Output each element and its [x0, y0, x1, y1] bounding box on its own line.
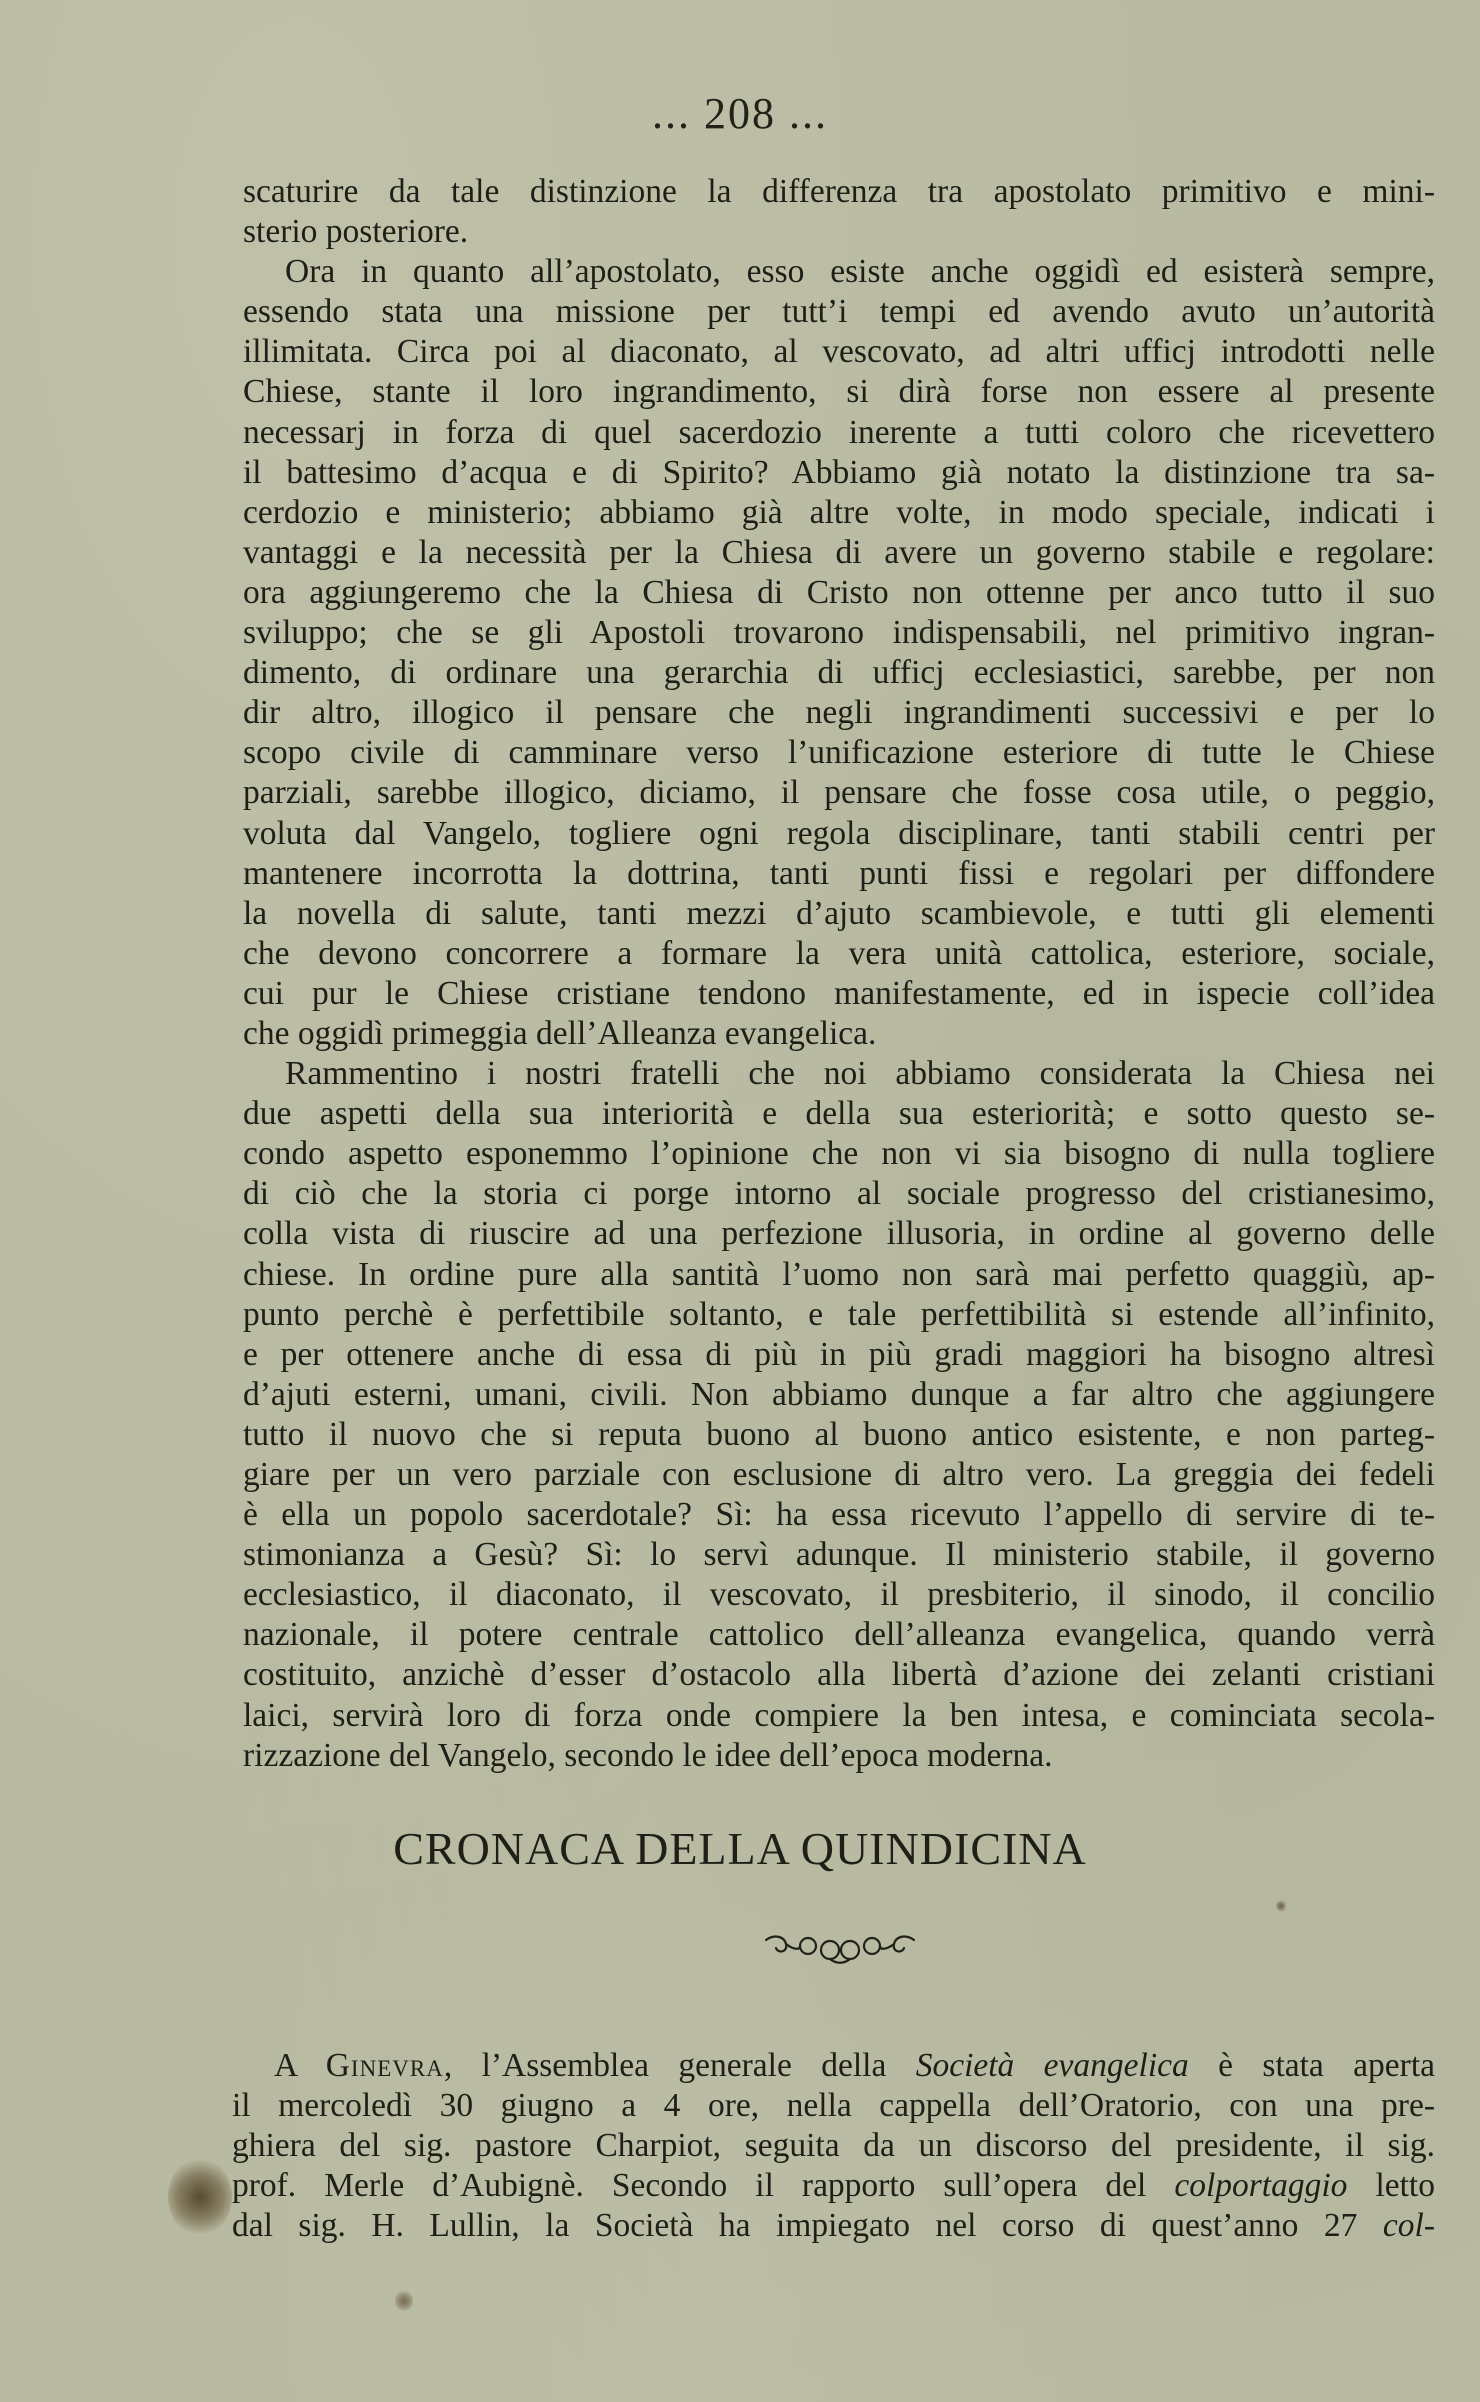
text-line: giare per un vero parziale con esclusione di altro vero. La greggia dei fedeli: [243, 1456, 1435, 1493]
section-title: CRONACA DELLA QUINDICINA: [393, 1823, 1087, 1874]
text-line: il battesimo d’acqua e di Spirito? Abbiamo già notato la distinzione tra sa-: [243, 453, 1435, 491]
text-line: dir altro, illogico il pensare che negli ingrandimenti successivi e per lo: [243, 694, 1435, 732]
ornament-loop: [821, 1941, 839, 1959]
paragraph-start-line: Rammentino i nostri fratelli che noi abbiamo considerata la Chiesa nei: [285, 1055, 1435, 1093]
text-run: è stata aperta: [1188, 2047, 1435, 2084]
ornament-scroll-left: [766, 1937, 786, 1952]
page-number: ... 208 ...: [652, 89, 828, 138]
text-run: prof. Merle d’Aubignè. Secondo il rapporto sull’opera del: [232, 2167, 1175, 2205]
text-line: colla vista di riuscire ad una perfezione illusoria, in ordine al governo delle: [243, 1215, 1435, 1253]
paragraph-start-line: [232, 2046, 1435, 2086]
text-run: A: [274, 2047, 326, 2084]
text-line: cerdozio e ministerio; abbiamo già altre volte, in modo speciale, indicati i: [243, 493, 1435, 531]
text-line: mantenere incorrotta la dottrina, tanti punti fissi e regolari per diffondere: [243, 854, 1435, 892]
text-run: dal sig. H. Lullin, la Società ha impiegato nel corso di quest’anno 27: [232, 2207, 1383, 2245]
text-line: condo aspetto esponemmo l’opinione che non vi sia bisogno di nulla togliere: [243, 1135, 1435, 1173]
text-line: costituito, anzichè d’esser d’ostacolo alla libertà d’azione dei zelanti cristiani: [243, 1656, 1435, 1694]
body-text: [243, 172, 1435, 1776]
text-line: che devono concorrere a formare la vera unità cattolica, esteriore, sociale,: [243, 934, 1435, 972]
ornament-icon: [760, 1930, 920, 1966]
text-line: vantaggi e la necessità per la Chiesa di avere un governo stabile e regolare:: [243, 533, 1435, 571]
text-line: ghiera del sig. pastore Charpiot, seguita da un discorso del presidente, il sig.: [232, 2127, 1435, 2165]
text-line: due aspetti della sua interiorità e della sua esteriorità; e sotto questo se-: [243, 1095, 1435, 1133]
text-line: necessarj in forza di quel sacerdozio inerente a tutti coloro che ricevettero: [243, 413, 1435, 451]
place-name: Ginevra: [325, 2047, 444, 2084]
text-line: dimento, di ordinare una gerarchia di ufficj ecclesiastici, sarebbe, per non: [243, 654, 1435, 692]
text-line: che oggidì primeggia dell’Alleanza evangelica.: [243, 1014, 877, 1052]
text-line: il mercoledì 30 giugno a 4 ore, nella cappella dell’Oratorio, con una pre-: [232, 2087, 1435, 2125]
text-line: la novella di salute, tanti mezzi d’ajuto scambievole, e tutti gli elementi: [243, 894, 1435, 932]
text-line: parziali, sarebbe illogico, diciamo, il pensare che fosse cosa utile, o peggio,: [243, 774, 1435, 812]
text-run: letto: [1347, 2167, 1435, 2205]
text-line: rizzazione del Vangelo, secondo le idee dell’epoca moderna.: [243, 1736, 1053, 1774]
chronicle-text: [232, 2046, 1435, 2246]
text-run: , l’Assemblea generale della: [443, 2047, 916, 2084]
text-line: punto perchè è perfettibile soltanto, e tale perfettibilità si estende all’infinito,: [243, 1295, 1435, 1333]
ornament-loop: [841, 1941, 859, 1959]
text-line: è ella un popolo sacerdotale? Sì: ha essa ricevuto l’appello di servire di te-: [243, 1496, 1435, 1534]
text-line: nazionale, il potere centrale cattolico dell’alleanza evangelica, quando verrà: [243, 1616, 1435, 1654]
text-line: tutto il nuovo che si reputa buono al buono antico esistente, e non parteg-: [243, 1415, 1435, 1453]
paper-spot: [1276, 1900, 1286, 1912]
text-line: cui pur le Chiese cristiane tendono manifestamente, ed in ispecie coll’idea: [243, 974, 1435, 1012]
text-line: voluta dal Vangelo, togliere ogni regola disciplinare, tanti stabili centri per: [243, 814, 1435, 852]
text-line: di ciò che la storia ci porge intorno al sociale progresso del cristianesimo,: [243, 1175, 1435, 1213]
ornament-loop: [800, 1938, 816, 1954]
text-line: essendo stata una missione per tutt’i tempi ed avendo avuto un’autorità: [243, 293, 1435, 331]
italic-term: Società evangelica: [915, 2047, 1189, 2084]
text-line: e per ottenere anche di essa di più in più gradi maggiori ha bisogno altresì: [243, 1335, 1435, 1373]
text-line: Chiese, stante il loro ingrandimento, si dirà forse non essere al presente: [243, 373, 1435, 411]
italic-term: colportaggio: [1174, 2167, 1348, 2205]
text-line: scopo civile di camminare verso l’unificazione esteriore di tutte le Chiese: [243, 734, 1435, 772]
text-line: stimonianza a Gesù? Sì: lo servì adunque. Il ministerio stabile, il governo: [243, 1536, 1435, 1574]
text-line: sviluppo; che se gli Apostoli trovarono indispensabili, nel primitivo ingran-: [243, 614, 1435, 652]
paper-spot: [395, 2290, 413, 2312]
text-line: scaturire da tale distinzione la differenza tra apostolato primitivo e mini-: [243, 173, 1435, 210]
paragraph-start-line: Ora in quanto all’apostolato, esso esiste anche oggidì ed esisterà sempre,: [285, 253, 1435, 291]
text-line: ora aggiungeremo che la Chiesa di Cristo non ottenne per anco tutto il suo: [243, 573, 1435, 611]
italic-term: col-: [1382, 2207, 1435, 2245]
text-line: laici, servirà loro di forza onde compiere la ben intesa, e cominciata secola-: [243, 1696, 1435, 1734]
text-line: [232, 2166, 1435, 2206]
ink-stain: [168, 2158, 232, 2236]
text-line: [232, 2206, 1435, 2246]
text-line: d’ajuti esterni, umani, civili. Non abbiamo dunque a far altro che aggiungere: [243, 1375, 1435, 1413]
ornament-scroll-right: [894, 1937, 914, 1952]
ornament-loop: [864, 1938, 880, 1954]
text-line: ecclesiastico, il diaconato, il vescovato, il presbiterio, il sinodo, il concilio: [243, 1576, 1435, 1614]
text-line: sterio posteriore.: [243, 213, 469, 251]
text-line: chiese. In ordine pure alla santità l’uomo non sarà mai perfetto quaggiù, ap-: [243, 1255, 1435, 1293]
text-line: illimitata. Circa poi al diaconato, al vescovato, ad altri ufficj introdotti nelle: [243, 333, 1435, 371]
